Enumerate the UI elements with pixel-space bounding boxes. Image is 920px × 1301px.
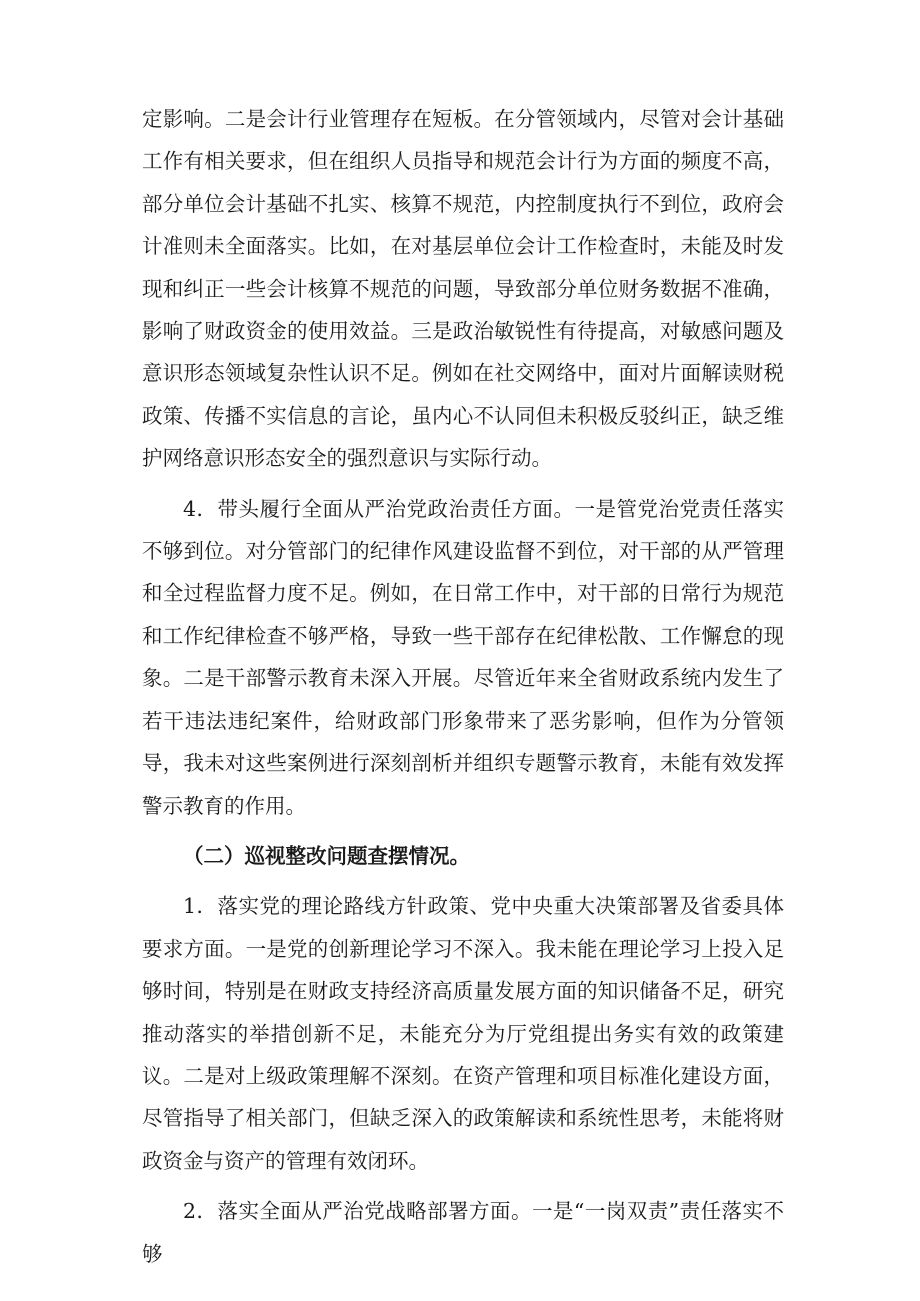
section-heading: （二）巡视整改问题查摆情况。 (183, 843, 470, 868)
paragraph-section-4: 4．带头履行全面从严治党政治责任方面。一是管党治党责任落实不够到位。对分管部门的纪律作风建设监督不到位，对干部的从严管理和全过程监督力度不足。例如，在日常工作中，对干部的日常行为规范和工作纪律检查不够严格，导致一些干部存在纪律松散、工作懈怠的现象。二是干部警示教育未深入开展。尽管近年来全省财政系统内发生了若干违法违纪案件，给财政部门形象带来了恶劣影响，但作为分管领导，我未对这些案例进行深刻剖析并组织专题警示教育，未能有效发挥警示教育的作用。 (142, 496, 784, 818)
paragraph-item-1: 1．落实党的理论路线方针政策、党中央重大决策部署及省委具体要求方面。一是党的创新理论学习不深入。我未能在理论学习上投入足够时间，特别是在财政支持经济高质量发展方面的知识储备不足，研究推动落实的举措创新不足，未能充分为厅党组提出务实有效的政策建议。二是对上级政策理解不深刻。在资产管理和项目标准化建设方面，尽管指导了相关部门，但缺乏深入的政策解读和系统性思考，未能将财政资金与资产的管理有效闭环。 (142, 894, 784, 1173)
paragraph-item-2: 2．落实全面从严治党战略部署方面。一是“一岗双责”责任落实不够 (142, 1199, 784, 1266)
document-body (142, 98, 784, 1283)
paragraph-continuation: 定影响。二是会计行业管理存在短板。在分管领域内，尽管对会计基础工作有相关要求，但在组织人员指导和规范会计行为方面的频度不高，部分单位会计基础不扎实、核算不规范，内控制度执行不到位，政府会计准则未全面落实。比如，在对基层单位会计工作检查时，未能及时发现和纠正一些会计核算不规范的问题，导致部分单位财务数据不准确，影响了财政资金的使用效益。三是政治敏锐性有待提高，对敏感问题及意识形态领域复杂性认识不足。例如在社交网络中，面对片面解读财税政策、传播不实信息的言论，虽内心不认同但未积极反驳纠正，缺乏维护网络意识形态安全的强烈意识与实际行动。 (142, 107, 784, 471)
